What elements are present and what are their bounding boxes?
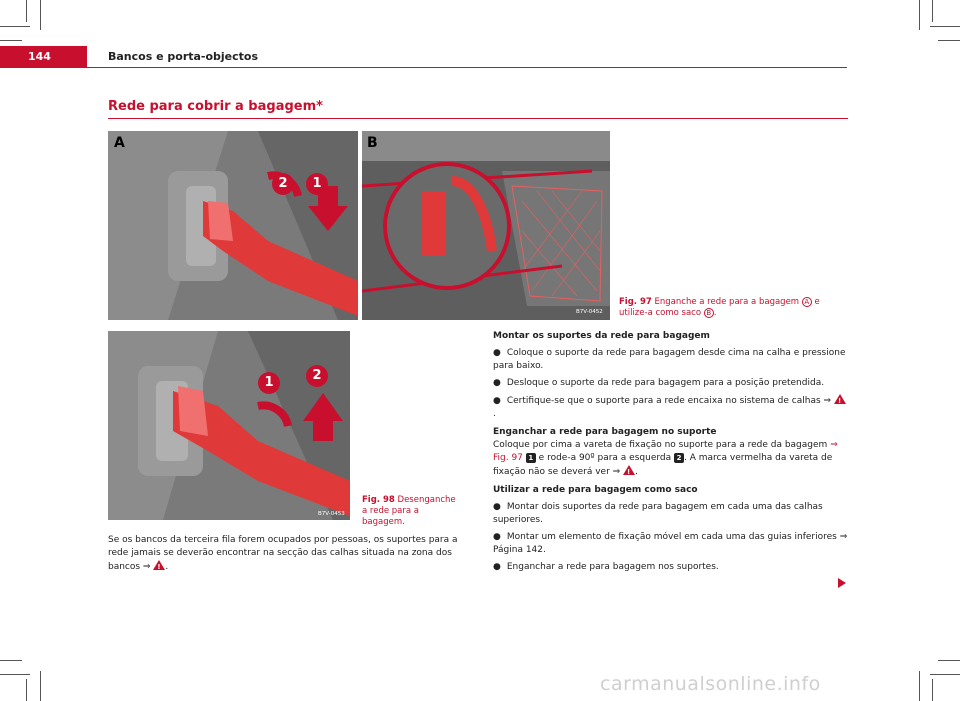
left-paragraph-text: Se os bancos da terceira fila forem ocupados por pessoas, os suportes para a rede jamais se deverão encontrar na secção das calhas situada na zona dos bancos ⇒ xyxy=(108,535,458,572)
heading-hook-net: Enganchar a rede para bagagem no suporte xyxy=(493,427,717,437)
bullet-dot: ● xyxy=(493,532,501,542)
crop-mark xyxy=(0,674,30,675)
crop-mark xyxy=(0,26,30,27)
bullet-text: Enganchar a rede para bagagem nos suportes. xyxy=(506,562,719,572)
bullet-text: Montar dois suportes da rede para bagagem em cada uma das calhas superiores. xyxy=(493,502,823,525)
fig98-step-1-marker: 1 xyxy=(258,372,280,394)
header-rule xyxy=(87,67,847,68)
crop-mark xyxy=(938,660,960,661)
bullet-text: . xyxy=(543,545,546,555)
fig97-step-2-marker: 2 xyxy=(272,173,294,195)
crop-mark xyxy=(919,0,920,30)
fig97-step-1-marker: 1 xyxy=(306,173,328,195)
heading-use-as-bag: Utilizar a rede para bagagem como saco xyxy=(493,485,698,495)
crop-mark xyxy=(932,0,933,22)
list-item xyxy=(493,501,848,527)
fig97-caption-label: Fig. 97 xyxy=(619,297,652,307)
para-text: . A marca vermelha da vareta de fixação não se deverá ver ⇒ xyxy=(493,453,833,477)
fig97-caption-end: . xyxy=(713,308,717,318)
figure-97-panel-b xyxy=(362,131,610,320)
list-item xyxy=(493,347,848,373)
hook-net-paragraph: Coloque por cima a vareta de fixação no suporte para a rede da bagagem ⇒ Fig. 97 1 e rode-a 90º para a esquerda 2 . A marca vermelha da vareta de fixação não se deverá ver ⇒ ! . xyxy=(493,439,848,479)
section-title: Rede para cobrir a bagagem* xyxy=(108,99,323,114)
crop-mark xyxy=(26,0,27,22)
section-rule xyxy=(108,118,848,119)
fig97-caption-mid: e utilize-a como saco xyxy=(619,297,820,318)
para-text: e rode-a 90º para a esquerda xyxy=(538,453,672,463)
heading-mount-supports: Montar os suportes da rede para bagagem xyxy=(493,331,710,341)
crop-mark xyxy=(938,40,960,41)
list-item xyxy=(493,377,848,390)
bullet-dot: ● xyxy=(493,396,501,406)
fig98-caption-label: Fig. 98 xyxy=(362,495,395,505)
fig98-image-code: B7V-0453 xyxy=(318,511,345,517)
para-text: Coloque por cima a vareta de fixação no suporte para a rede da bagagem xyxy=(493,440,828,450)
fig98-caption-text: Desenganche a rede para a bagagem. xyxy=(362,495,456,527)
fig97-caption-text: Enganche a rede para a bagagem xyxy=(654,297,800,307)
bullet-text: Montar um elemento de fixação móvel em cada uma das guias inferiores xyxy=(506,532,837,542)
list-item xyxy=(493,531,848,557)
list-item: ● Certifique-se que o suporte para a rede encaixa no sistema de calhas ⇒ !. xyxy=(493,394,848,421)
panel-a-label: A xyxy=(114,135,125,151)
crop-mark xyxy=(930,26,960,27)
watermark: carmanualsonline.info xyxy=(600,673,821,695)
crop-mark xyxy=(40,0,41,30)
fig98-caption xyxy=(362,495,462,528)
fig97-caption xyxy=(619,297,847,319)
crop-mark xyxy=(0,40,22,41)
fig97-link[interactable]: ⇒ Fig. 97 xyxy=(493,440,838,463)
bullet-text: Coloque o suporte da rede para bagagem desde cima na calha e pressione para baixo. xyxy=(493,348,846,371)
continue-arrow-icon xyxy=(838,578,846,588)
figure-97-panel-a xyxy=(108,131,358,320)
bullet-text: Desloque o suporte da rede para bagagem para a posição pretendida. xyxy=(506,378,825,388)
panel-b-label: B xyxy=(367,135,378,151)
step-2-badge: 2 xyxy=(674,453,684,463)
warning-icon[interactable] xyxy=(153,560,165,570)
crop-mark xyxy=(0,660,22,661)
bullet-dot: ● xyxy=(493,562,501,572)
bullet-dot: ● xyxy=(493,502,501,512)
fig98-step-2-marker: 2 xyxy=(306,365,328,387)
figure-98 xyxy=(108,331,350,520)
fig97-ref-b: B xyxy=(704,308,714,318)
warning-icon[interactable] xyxy=(623,465,635,475)
left-warning-paragraph: Se os bancos da terceira fila forem ocupados por pessoas, os suportes para a rede jamais se deverão encontrar na secção das calhas situada na zona dos bancos ⇒ ! . xyxy=(108,534,464,574)
list-item xyxy=(493,561,848,574)
crop-mark xyxy=(930,674,960,675)
bullet-text: Certifique-se que o suporte para a rede encaixa no sistema de calhas ⇒ xyxy=(506,396,832,406)
chapter-title: Bancos e porta-objectos xyxy=(108,50,259,63)
right-column xyxy=(493,330,848,574)
crop-mark xyxy=(40,671,41,701)
step-1-badge: 1 xyxy=(526,453,536,463)
page-link[interactable]: ⇒ Página 142 xyxy=(493,532,848,555)
warning-icon[interactable] xyxy=(834,394,846,404)
bullet-dot: ● xyxy=(493,378,501,388)
fig97-ref-a: A xyxy=(802,297,812,307)
fig97-image-code: B7V-0452 xyxy=(576,309,603,315)
crop-mark xyxy=(26,679,27,701)
crop-mark xyxy=(919,671,920,701)
bullet-dot: ● xyxy=(493,348,501,358)
crop-mark xyxy=(932,679,933,701)
page-number: 144 xyxy=(28,50,51,63)
